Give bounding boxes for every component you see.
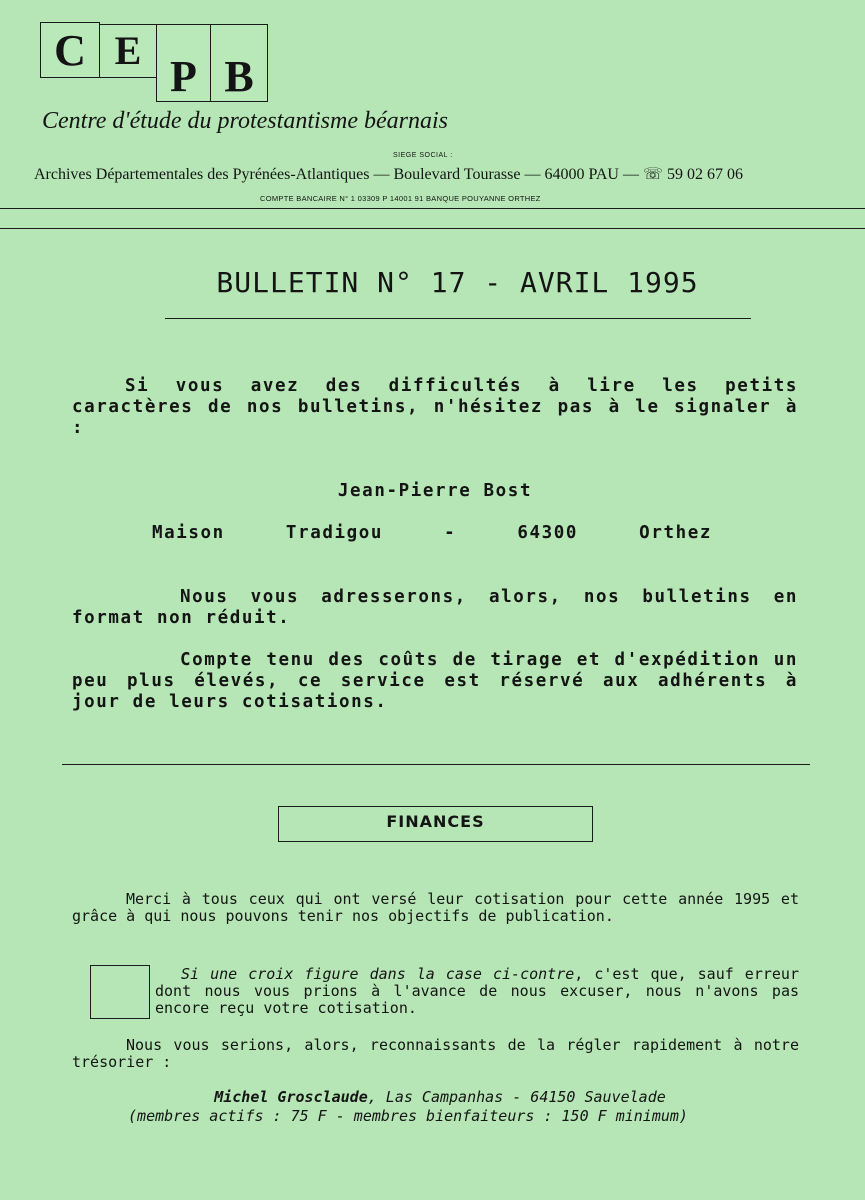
bulletin-title: BULLETIN N° 17 - AVRIL 1995 bbox=[216, 266, 699, 299]
logo-letter-p: P bbox=[156, 24, 211, 102]
cepb-logo bbox=[40, 22, 268, 102]
contact-address: Maison Tradigou - 64300 Orthez bbox=[152, 523, 712, 543]
treasurer-address: , Las Campanhas - 64150 Sauvelade bbox=[367, 1088, 666, 1106]
logo-letter-e: E bbox=[99, 24, 157, 78]
contribution-checkbox bbox=[90, 965, 150, 1019]
notice-service-paragraph: Compte tenu des coûts de tirage et d'expédition un peu plus élevés, ce service est réservé aux adhérents à jour de leurs cotisations. bbox=[72, 650, 798, 712]
cross-notice bbox=[155, 966, 799, 1017]
organization-address: Archives Départementales des Pyrénées-Atlantiques — Boulevard Tourasse — 64000 PAU — ☏ 59 02 67 06 bbox=[34, 166, 743, 183]
title-underline bbox=[165, 318, 751, 319]
logo-letter-b: B bbox=[210, 24, 268, 102]
membership-rates: (membres actifs : 75 F - membres bienfaiteurs : 150 F minimum) bbox=[128, 1107, 688, 1125]
treasurer-line bbox=[0, 1089, 865, 1106]
header-rule-bottom bbox=[0, 228, 865, 229]
organization-name: Centre d'étude du protestantisme béarnais bbox=[42, 108, 448, 134]
cross-notice-lead: Si une croix figure dans la case ci-contre bbox=[181, 965, 575, 983]
siege-label: SIEGE SOCIAL : bbox=[393, 152, 453, 159]
notice-format-paragraph: Nous vous adresserons, alors, nos bulletins en format non réduit. bbox=[72, 587, 798, 628]
treasurer-name: Michel Grosclaude bbox=[214, 1088, 368, 1106]
cross-notice-rest: , c'est que, sauf erreur dont nous vous prions à l'avance de nous excuser, nous n'avons pas encore reçu votre cotisation. bbox=[155, 965, 799, 1017]
bank-account-line: COMPTE BANCAIRE N° 1 03309 P 14001 91 BANQUE POUYANNE ORTHEZ bbox=[260, 194, 541, 203]
finances-thanks: Merci à tous ceux qui ont versé leur cotisation pour cette année 1995 et grâce à qui nous pouvons tenir nos objectifs de publication. bbox=[72, 890, 799, 925]
finances-heading: FINANCES bbox=[278, 806, 593, 842]
section-divider bbox=[62, 764, 810, 765]
contact-name: Jean-Pierre Bost bbox=[337, 481, 533, 501]
notice-intro: Si vous avez des difficultés à lire les petits caractères de nos bulletins, n'hésitez pas à le signaler à : bbox=[72, 376, 798, 438]
header-rule-top bbox=[0, 208, 865, 209]
logo-letter-c: C bbox=[40, 22, 100, 78]
finances-request: Nous vous serions, alors, reconnaissants de la régler rapidement à notre trésorier : bbox=[72, 1036, 799, 1071]
